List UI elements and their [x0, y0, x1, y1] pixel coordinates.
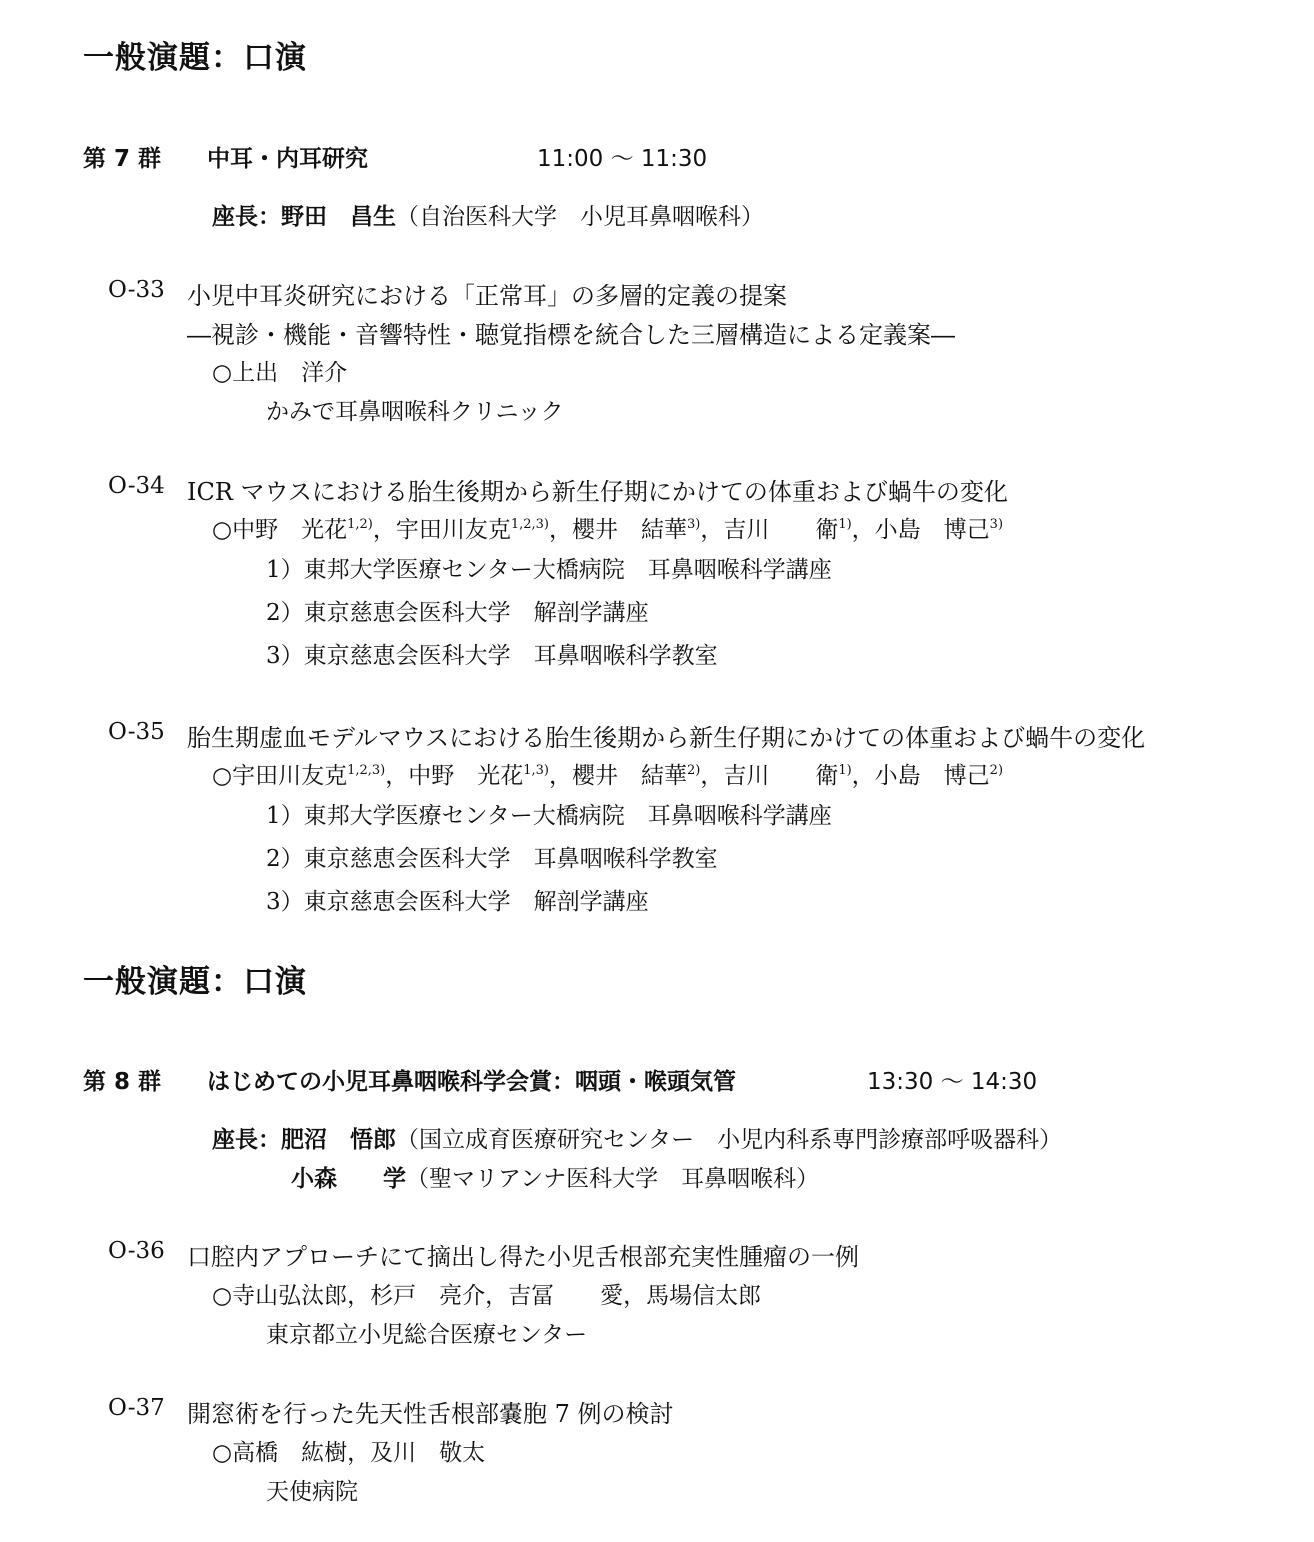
affiliation: かみで耳鼻咽喉科クリニック — [266, 399, 564, 425]
chair-name: 肥沼 悟郎 — [281, 1127, 396, 1153]
author-separator: ， — [347, 1440, 371, 1466]
author-separator: ， — [851, 517, 875, 543]
author-separator: ， — [623, 1283, 647, 1309]
abstract-title: 開窓術を行った先天性舌根部嚢胞 7 例の検討 — [187, 1400, 674, 1428]
affiliation: 1）東邦大学医療センター大橋病院 耳鼻咽喉科学講座 — [266, 803, 832, 829]
author-name: 櫻井 結華 — [571, 517, 687, 543]
affiliation: 1）東邦大学医療センター大橋病院 耳鼻咽喉科学講座 — [266, 557, 832, 583]
author-separator: ， — [548, 763, 572, 789]
author-affiliation-mark: 2) — [686, 763, 701, 778]
author-name: ○宇田川友克 — [212, 763, 348, 789]
author-name: 中野 光花 — [408, 763, 524, 789]
chair-label: 座長： — [212, 1127, 281, 1153]
abstract-id: O-34 — [108, 473, 165, 499]
author-name: 小島 博己 — [874, 517, 990, 543]
author-name: ○寺山弘汰郎 — [212, 1283, 348, 1309]
author-list — [212, 757, 1003, 790]
author-affiliation-mark: 3) — [989, 517, 1004, 532]
author-name: 櫻井 結華 — [571, 763, 687, 789]
group-time: 11:00 〜 11:30 — [537, 146, 708, 172]
affiliation: 東京都立小児総合医療センター — [266, 1322, 588, 1348]
abstract-subtitle: ―視診・機能・音響特性・聴覚指標を統合した三層構造による定義案― — [187, 321, 955, 349]
abstract-id: O-35 — [108, 719, 165, 745]
author-name: 吉川 衛 — [723, 763, 839, 789]
abstract-title: ICR マウスにおける胎生後期から新生仔期にかけての体重および蝸牛の変化 — [187, 478, 1008, 506]
author-list — [212, 1434, 485, 1467]
author-name: 馬場信太郎 — [646, 1283, 762, 1309]
author-affiliation-mark: 1,2,3) — [510, 517, 549, 532]
affiliation: 3）東京慈恵会医科大学 耳鼻咽喉科学教室 — [266, 643, 718, 669]
chair-name: 小森 学 — [291, 1166, 406, 1192]
chair-line — [212, 1121, 1062, 1154]
author-name: 吉冨 愛 — [508, 1283, 624, 1309]
author-name: ○中野 光花 — [212, 517, 348, 543]
author-list — [212, 1277, 761, 1310]
chair-affiliation: （聖マリアンナ医科大学 耳鼻咽喉科） — [406, 1166, 820, 1192]
chair-line — [291, 1160, 819, 1193]
group-number: 第 8 群 — [83, 1069, 162, 1095]
author-separator: ， — [700, 517, 724, 543]
chair-line — [212, 198, 764, 231]
group-title: 中耳・内耳研究 — [207, 146, 368, 172]
group-number: 第 7 群 — [83, 146, 162, 172]
author-separator: ， — [485, 1283, 509, 1309]
author-affiliation-mark: 1) — [838, 763, 852, 778]
author-name: ○高橋 紘樹 — [212, 1440, 348, 1466]
author-name: 杉戸 亮介 — [370, 1283, 486, 1309]
author-affiliation-mark: 2) — [989, 763, 1004, 778]
author-name: 吉川 衛 — [723, 517, 839, 543]
author-affiliation-mark: 3) — [686, 517, 701, 532]
author-affiliation-mark: 1,2,3) — [347, 763, 386, 778]
author-affiliation-mark: 1,2) — [347, 517, 373, 532]
affiliation: 3）東京慈恵会医科大学 解剖学講座 — [266, 889, 649, 915]
author-separator: ， — [347, 1283, 371, 1309]
abstract-id: O-37 — [108, 1395, 165, 1421]
author-separator: ， — [851, 763, 875, 789]
abstract-id: O-33 — [108, 277, 165, 303]
section-heading: 一般演題：口演 — [83, 964, 307, 1000]
author-separator: ， — [548, 517, 572, 543]
affiliation: 2）東京慈恵会医科大学 解剖学講座 — [266, 600, 649, 626]
group-time: 13:30 〜 14:30 — [867, 1069, 1038, 1095]
chair-label: 座長： — [212, 204, 281, 230]
author-separator: ， — [385, 763, 409, 789]
chair-name: 野田 昌生 — [281, 204, 396, 230]
affiliation: 2）東京慈恵会医科大学 耳鼻咽喉科学教室 — [266, 846, 718, 872]
abstract-id: O-36 — [108, 1238, 165, 1264]
author-affiliation-mark: 1,3) — [523, 763, 549, 778]
author-name: 及川 敬太 — [370, 1440, 486, 1466]
abstract-title: 小児中耳炎研究における「正常耳」の多層的定義の提案 — [187, 282, 787, 310]
chair-affiliation: （自治医科大学 小児耳鼻咽喉科） — [396, 204, 764, 230]
author-list — [212, 354, 347, 387]
author-name: 小島 博己 — [874, 763, 990, 789]
section-heading: 一般演題：口演 — [83, 40, 307, 76]
author-name: 宇田川友克 — [395, 517, 511, 543]
author-affiliation-mark: 1) — [838, 517, 852, 532]
affiliation: 天使病院 — [266, 1479, 358, 1505]
abstract-title: 口腔内アプローチにて摘出し得た小児舌根部充実性腫瘤の一例 — [187, 1243, 859, 1271]
author-name: ○上出 洋介 — [212, 360, 348, 386]
author-separator: ， — [372, 517, 396, 543]
abstract-title: 胎生期虚血モデルマウスにおける胎生後期から新生仔期にかけての体重および蝸牛の変化 — [187, 724, 1146, 752]
author-separator: ， — [700, 763, 724, 789]
group-title: はじめての小児耳鼻咽喉科学会賞：咽頭・喉頭気管 — [207, 1069, 736, 1095]
chair-affiliation: （国立成育医療研究センター 小児内科系専門診療部呼吸器科） — [396, 1127, 1063, 1153]
author-list — [212, 511, 1003, 544]
